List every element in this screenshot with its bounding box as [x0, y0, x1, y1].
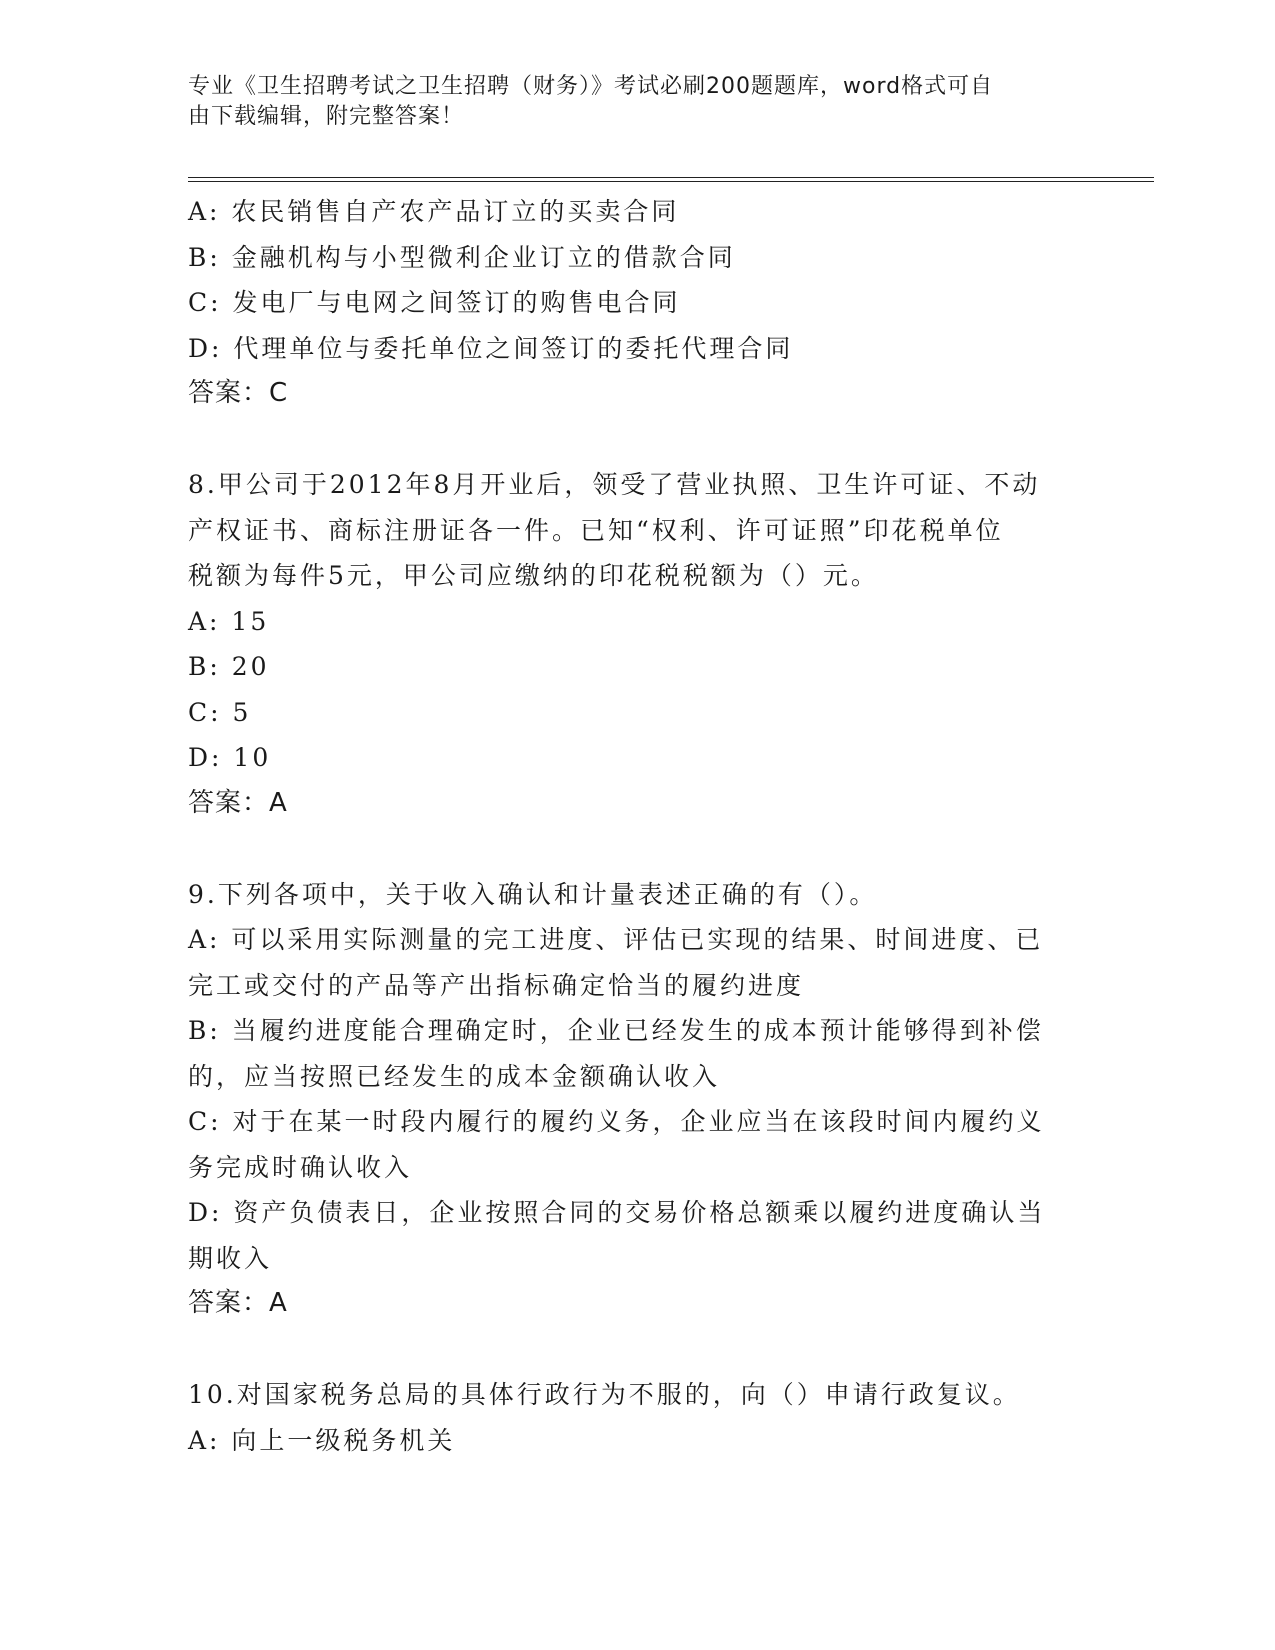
answer: 答案：A: [188, 787, 288, 818]
document-header: [188, 72, 1068, 132]
question-stem: 税额为每件5元，甲公司应缴纳的印花税税额为（）元。: [188, 561, 879, 590]
option-a-continued: 完工或交付的产品等产出指标确定恰当的履约进度: [188, 970, 805, 1000]
answer: 答案：A: [188, 1288, 288, 1318]
option-a: A: 15: [188, 606, 270, 636]
option-d: D: 资产负债表日，企业按照合同的交易价格总额乘以履约进度确认当: [188, 1198, 1046, 1227]
question-9: [188, 872, 1068, 1327]
option-b: B: 20: [188, 652, 270, 681]
option-c: C: 对于在某一时段内履行的履约义务，企业应当在该段时间内履约义: [188, 1107, 1045, 1136]
option-a: A: 农民销售自产农产品订立的买卖合同: [188, 197, 680, 226]
option-c: C: 5: [188, 697, 252, 727]
question-stem: 9.下列各项中，关于收入确认和计量表述正确的有（）。: [188, 879, 878, 909]
option-b: B: 金融机构与小型微利企业订立的借款合同: [188, 242, 736, 272]
header-divider: [188, 177, 1154, 182]
answer: 答案：C: [188, 378, 289, 408]
header-line-2: 由下载编辑，附完整答案！: [188, 104, 465, 129]
question-stem: 产权证书、商标注册证各一件。已知“权利、许可证照”印花税单位: [188, 515, 1004, 545]
question-7: [188, 189, 1068, 417]
option-c: C: 发电厂与电网之间签订的购售电合同: [188, 288, 681, 317]
question-list: [188, 189, 1068, 1463]
spacer: [188, 1327, 1068, 1373]
spacer: [188, 826, 1068, 872]
option-a: A: 可以采用实际测量的完工进度、评估已实现的结果、时间进度、已: [188, 925, 1044, 954]
option-d: D: 代理单位与委托单位之间签订的委托代理合同: [188, 333, 794, 363]
question-stem: 8.甲公司于2012年8月开业后，领受了营业执照、卫生许可证、不动: [188, 470, 1041, 499]
header-line-1: 专业《卫生招聘考试之卫生招聘（财务）》考试必刷200题题库，word格式可自: [188, 74, 994, 99]
option-b-continued: 的，应当按照已经发生的成本金额确认收入: [188, 1061, 721, 1091]
option-d: D: 10: [188, 743, 272, 772]
option-a: A: 向上一级税务机关: [188, 1425, 456, 1455]
question-stem: 10.对国家税务总局的具体行政行为不服的，向（）申请行政复议。: [188, 1380, 1021, 1409]
spacer: [188, 417, 1068, 463]
question-10: [188, 1372, 1068, 1463]
option-c-continued: 务完成时确认收入: [188, 1152, 413, 1182]
option-d-continued: 期收入: [188, 1243, 273, 1273]
question-8: [188, 462, 1068, 826]
option-b: B: 当履约进度能合理确定时，企业已经发生的成本预计能够得到补偿: [188, 1016, 1044, 1045]
